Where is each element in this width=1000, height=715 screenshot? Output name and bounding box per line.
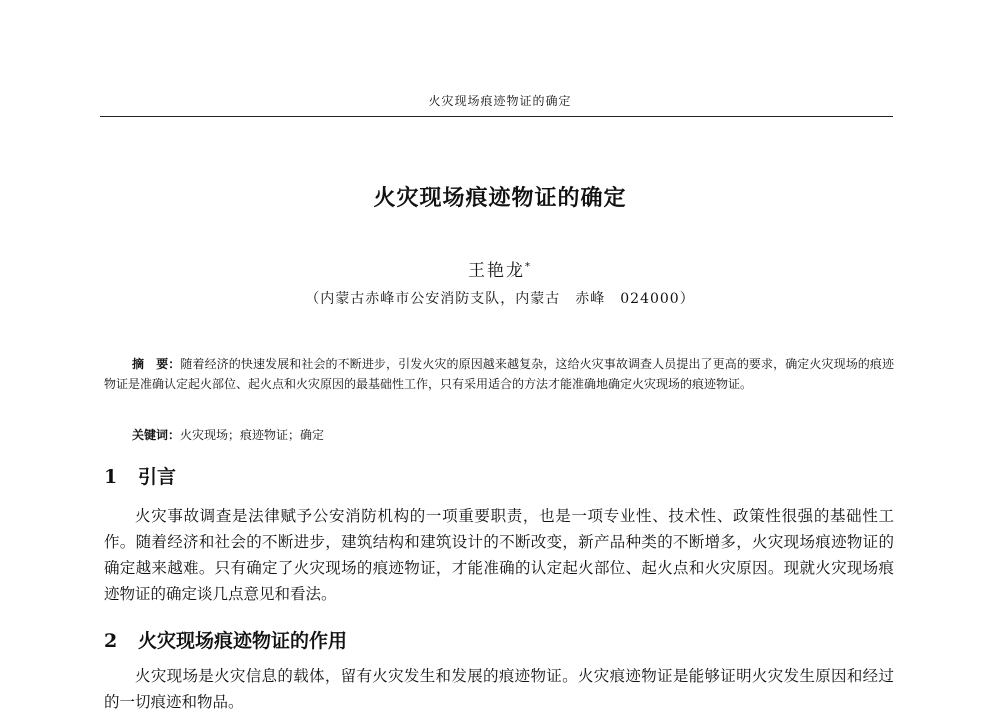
section-1-paragraph: 火灾事故调查是法律赋予公安消防机构的一项重要职责，也是一项专业性、技术性、政策性很强的基础性工作。随着经济和社会的不断进步，建筑结构和建筑设计的不断改变，新产品种类的不断增多，火灾现场痕迹物证的确定越来越难。只有确定了火灾现场的痕迹物证，才能准确的认定起火部位、起火点和火灾原因。现就火灾现场痕迹物证的确定谈几点意见和看法。 xyxy=(104,507,894,603)
section-2-paragraph: 火灾现场是火灾信息的载体，留有火灾发生和发展的痕迹物证。火灾痕迹物证是能够证明火灾发生原因和经过的一切痕迹和物品。 xyxy=(104,667,894,711)
header-rule xyxy=(100,116,893,117)
section-heading-2 xyxy=(104,626,347,653)
section-number: 1 xyxy=(104,466,118,488)
section-heading-1 xyxy=(104,462,176,489)
section-number: 2 xyxy=(104,630,118,652)
section-title: 火灾现场痕迹物证的作用 xyxy=(138,630,348,652)
running-header: 火灾现场痕迹物证的确定 xyxy=(428,94,572,108)
keywords-label: 关键词： xyxy=(132,428,181,442)
abstract-text: 随着经济的快速发展和社会的不断进步，引发火灾的原因越来越复杂，这给火灾事故调查人员提出了更高的要求，确定火灾现场的痕迹物证是准确认定起火部位、起火点和火灾原因的最基础性工作，只有采用适合的方法才能准确地确定火灾现场的痕迹物证。 xyxy=(104,357,894,391)
section-title: 引言 xyxy=(138,466,177,488)
paper-title: 火灾现场痕迹物证的确定 xyxy=(373,186,627,211)
author-line xyxy=(0,256,1000,281)
abstract-label: 摘 要： xyxy=(132,357,181,371)
affiliation: （内蒙古赤峰市公安消防支队，内蒙古 赤峰 024000） xyxy=(305,291,695,307)
keywords-text: 火灾现场；痕迹物证；确定 xyxy=(180,428,325,442)
keywords xyxy=(132,426,324,443)
abstract xyxy=(104,354,894,394)
author-name: 王艳龙 xyxy=(468,261,525,281)
author-footnote-mark: * xyxy=(525,261,532,273)
